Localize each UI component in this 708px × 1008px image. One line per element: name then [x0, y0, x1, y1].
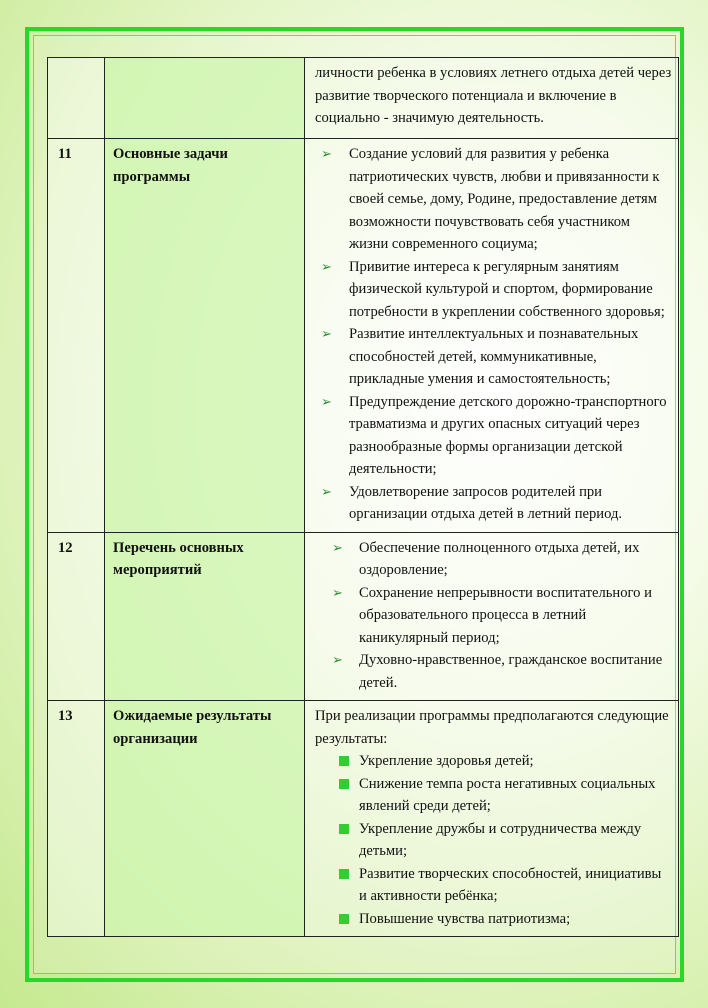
row-number: 12 — [48, 532, 105, 701]
activities-list — [315, 537, 672, 695]
results-intro: При реализации программы предполагаются следующие результаты: — [315, 708, 669, 747]
tasks-list — [315, 143, 672, 526]
list-item: ➢ Духовно-нравственное, гражданское воспитание детей. — [315, 649, 672, 694]
row-content: личности ребенка в условиях летнего отдыха детей через развитие творческого потенциала и включение в социально - значимую деятельность. — [305, 58, 679, 139]
row-number: 11 — [48, 139, 105, 533]
table-row — [48, 58, 679, 139]
row-content — [305, 701, 679, 937]
list-item: ➢ Обеспечение полноценного отдыха детей, их оздоровление; — [315, 537, 672, 582]
row-name: Ожидаемые результаты организации — [105, 701, 305, 937]
row-name — [105, 58, 305, 139]
program-table — [47, 57, 679, 937]
row-name: Основные задачи программы — [105, 139, 305, 533]
table-row — [48, 532, 679, 701]
table-row — [48, 701, 679, 937]
list-item: Снижение темпа роста негативных социальных явлений среди детей; — [315, 773, 672, 818]
list-item: ➢ Привитие интереса к регулярным занятиям физической культурой и спортом, формирование потребности в укреплении собственного здоровья; — [315, 256, 672, 324]
row-content — [305, 139, 679, 533]
list-item: Укрепление здоровья детей; — [315, 750, 672, 773]
row-name: Перечень основных мероприятий — [105, 532, 305, 701]
results-list — [315, 750, 672, 930]
row-number: 13 — [48, 701, 105, 937]
list-item: ➢ Развитие интеллектуальных и познавательных способностей детей, коммуникативные, прикладные умения и самостоятельность; — [315, 323, 672, 391]
row-number — [48, 58, 105, 139]
list-item: ➢ Предупреждение детского дорожно-транспортного травматизма и других опасных ситуаций через разнообразные формы организации детской деятельности; — [315, 391, 672, 481]
list-item: Повышение чувства патриотизма; — [315, 908, 672, 931]
row-content — [305, 532, 679, 701]
list-item: ➢ Сохранение непрерывности воспитательного и образовательного процесса в летний каникулярный период; — [315, 582, 672, 650]
list-item: Развитие творческих способностей, инициативы и активности ребёнка; — [315, 863, 672, 908]
list-item: Укрепление дружбы и сотрудничества между детьми; — [315, 818, 672, 863]
list-item: ➢ Удовлетворение запросов родителей при организации отдыха детей в летний период. — [315, 481, 672, 526]
list-item: ➢ Создание условий для развития у ребенка патриотических чувств, любви и привязанности к своей семье, дому, Родине, предоставление детям возможности почувствовать себя участником жизни современного социума; — [315, 143, 672, 256]
table-row — [48, 139, 679, 533]
